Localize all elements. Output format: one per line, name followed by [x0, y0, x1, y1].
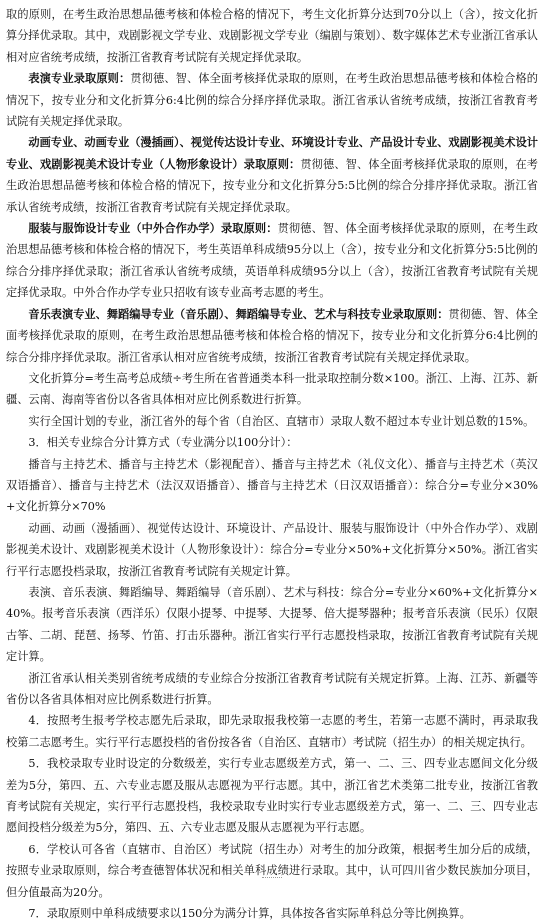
paragraph-performance — [6, 68, 538, 132]
paragraph-animation — [6, 132, 538, 218]
section-4: 4．按照考生报考学校志愿先后录取，即先录取报我校第一志愿的考生，若第一志愿不满时，再录取我校第二志愿考生。实行平行志愿投档的省份按各省（自治区、直辖市）考试院（招生办）的相关规定执行。 — [6, 714, 538, 749]
paragraph-fashion-text: 贯彻德、智、体全面考核择优录取的原则，在考生政治思想品德考核和体检合格的情况下，考生英语单科成绩95分以上（含），按专业分和文化折算分5:5比例的综合分排序择优录取；浙江省承认省统考成绩，英语单科成绩95分以上（含），按浙江省教育考试院有关规定择优录取。中外合作办学专业只招收有该专业高考志愿的考生。 — [6, 222, 538, 300]
paragraph-music — [6, 304, 538, 368]
section-7: 7．录取原则中单科成绩要求以150分为满分计算，具体按各省实际单科总分等比例换算。 — [28, 907, 471, 921]
paragraph-performance-formula: 表演、音乐表演、舞蹈编导、舞蹈编导（音乐剧）、艺术与科技：综合分=专业分×60%+文化折算分×40%。报考音乐表演（西洋乐）仅限小提琴、中提琴、大提琴、倍大提琴器种；报考音乐表演（民乐）仅限古筝、二胡、琵琶、扬琴、竹笛、打击乐器种。浙江省实行平行志愿投档录取，按浙江省教育考试院有关规定计算。 — [6, 585, 538, 664]
paragraph-culture-score: 文化折算分=考生高考总成绩÷考生所在省普通类本科一批录取控制分数×100。浙江、上海、江苏、新疆、云南、海南等省份以各省具体相对应比例系数进行折算。 — [6, 371, 538, 407]
heading-animation: 动画专业、动画专业（漫插画）、视觉传达设计专业、环境设计专业、产品设计专业、戏剧影视美术设计专业、戏剧影视美术设计专业（人物形象设计）录取原则： — [6, 136, 538, 171]
paragraph-intro: 取的原则，在考生政治思想品德考核和体检合格的情况下，考生文化折算分达到70分以上（含），按文化折算分择优录取。其中，戏剧影视文学专业、戏剧影视文学专业（编剧与策划）、数字媒体艺术专业浙江省承认相对应省统考成绩，按浙江省教育考试院有关规定择优录取。 — [6, 8, 538, 64]
paragraph-animation-text: 贯彻德、智、体全面考核择优录取的原则，在考生政治思想品德考核和体检合格的情况下，按专业分和文化折算分5:5比例的综合分排序择优录取。浙江省承认省统考成绩，按浙江省教育考试院有关规定择优录取。 — [6, 157, 538, 214]
page-number-mark — [262, 877, 282, 881]
section-6: 6．学校认可各省（直辖市、自治区）考试院（招生办）对考生的加分政策，根据考生加分后的成绩，按照专业录取原则，综合考查德智体状况和相关单科成绩进行录取。其中，认可四川省少数民族加分项目，但分值最高为20分。 — [6, 842, 538, 899]
paragraph-animation-formula: 动画、动画（漫插画）、视觉传达设计、环境设计、产品设计、服装与服饰设计（中外合作办学）、戏剧影视美术设计、戏剧影视美术设计（人物形象设计）：综合分=专业分×50%+文化折算分×50%。浙江省实行平行志愿投档录取，按浙江省教育考试院有关规定计算。 — [6, 521, 538, 578]
section-5: 5．我校录取专业时设定的分数级差，实行专业志愿级差方式，第一、二、三、四专业志愿间文化分级差为5分，第四、五、六专业志愿及服从志愿视为平行志愿。其中，浙江省艺术类第二批专业，按浙江省教育考试院有关规定，实行平行志愿投档，我校录取专业时实行专业志愿级差方式，第一、二、三、四专业志愿间投档分级差为5分，第四、五、六专业志愿及服从志愿视为平行志愿。 — [6, 757, 538, 835]
paragraph-zhejiang-comprehensive: 浙江省承认相关类别省统考成绩的专业综合分按浙江省教育考试院有关规定折算。上海、江苏、新疆等省份以各省具体相对应比例系数进行折算。 — [6, 671, 538, 706]
heading-fashion: 服装与服饰设计专业（中外合作办学）录取原则： — [28, 222, 278, 236]
heading-performance: 表演专业录取原则： — [28, 72, 131, 86]
section-3-title: 3．相关专业综合分计算方式（专业满分以100分计）： — [28, 436, 298, 450]
paragraph-fashion — [6, 218, 538, 304]
paragraph-performance-text: 贯彻德、智、体全面考核择优录取的原则，在考生政治思想品德考核和体检合格的情况下，按专业分和文化折算分6:4比例的综合分择序择优录取。浙江省承认省统考成绩，按浙江省教育考试院有关规定择优录取。 — [6, 72, 538, 129]
paragraph-national-plan: 实行全国计划的专业，浙江省外的每个省（自治区、直辖市）录取人数不超过本专业计划总数的15%。 — [28, 414, 535, 428]
paragraph-music-text: 贯彻德、智、体全面考核择优录取的原则，在考生政治思想品德考核和体检合格的情况下，按专业分和文化折算分6:4比例的综合分排序择优录取。浙江省承认相对应省统考成绩，按浙江省教育考试院有关规定择优录取。 — [6, 307, 538, 364]
heading-music: 音乐表演专业、舞蹈编导专业（音乐剧）、舞蹈编导专业、艺术与科技专业录取原则： — [28, 307, 449, 321]
paragraph-broadcasting: 播音与主持艺术、播音与主持艺术（影视配音）、播音与主持艺术（礼仪文化）、播音与主持艺术（英汉双语播音）、播音与主持艺术（法汉双语播音）、播音与主持艺术（日汉双语播音）：综合分=专业分×30%+文化折算分×70% — [6, 457, 538, 514]
